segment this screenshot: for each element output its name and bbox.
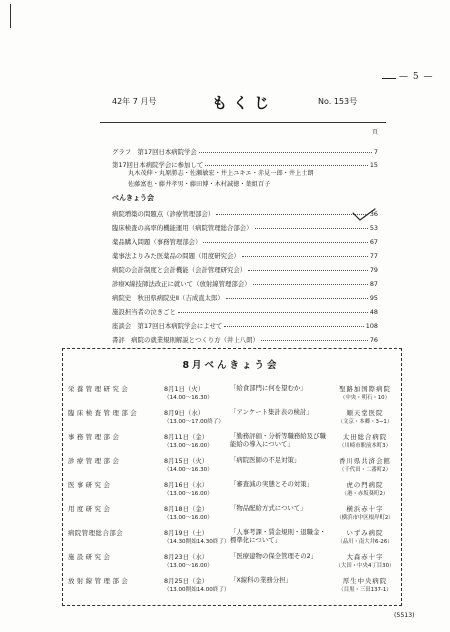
toc-entry-title: 薬品購入問題（事務管理部会）	[112, 237, 202, 246]
meeting-address: （中央・明石・10）	[340, 395, 390, 401]
meeting-topic: 「勤務評価・分析等職務給及び職能給の導入について」	[230, 432, 326, 448]
meeting-venue: いずみ病院	[346, 529, 384, 537]
toc-entry-title: 病院史 秋田県病院史Ⅱ（吉成直太郎）	[112, 293, 224, 302]
toc-entry[interactable]	[112, 158, 378, 168]
toc-authors-line: 丸木茂伸・丸原勝志・佐瀬敏宏・井上ユキエ・赤見一郎・井上士朗	[128, 170, 314, 177]
toc-entry-title: 診療X線技師法改正に就いて（放射線管理部会）	[112, 279, 251, 288]
leader-dots	[248, 269, 368, 271]
meeting-date: 8月1日（火）	[164, 385, 205, 393]
meeting-topic: 「医療建物の保全管理その2」	[230, 552, 318, 560]
meeting-name: 栄養管理研究会	[68, 385, 131, 393]
meeting-name: 医事研究会	[68, 481, 113, 489]
leader-dots	[226, 297, 368, 299]
meeting-venue: 虎の門病院	[346, 481, 384, 489]
leader-dots	[199, 151, 372, 153]
page-column-heading: 頁	[372, 129, 379, 136]
schedule-row	[68, 406, 394, 430]
meeting-name: 施設研究会	[68, 553, 113, 561]
leader-dots	[205, 164, 368, 166]
meeting-address: （品川・南大井6-26）	[337, 539, 393, 545]
meeting-date: 8月11日（金）	[164, 433, 209, 441]
meeting-topic: 「審査減の実態とその対策」	[230, 480, 314, 488]
toc-entry[interactable]	[112, 221, 378, 231]
meeting-time: （13.00〜16.00）	[164, 491, 213, 497]
meeting-topic: 「病院医師の不足対策」	[230, 456, 301, 464]
meeting-date: 8月19日（土）	[164, 529, 209, 537]
meeting-address: （目黒・三田137-1）	[338, 587, 392, 593]
toc-entry-page: 67	[369, 237, 378, 246]
toc-entry-page: 79	[369, 265, 378, 274]
meeting-venue: 香川県共済会館	[339, 457, 391, 465]
issue-date: 42年 7 月号	[112, 97, 157, 106]
toc-entry-page: 108	[365, 321, 378, 330]
toc-entry-page: 7	[373, 147, 378, 156]
meeting-topic: 「人事考課・賃金規則・退職金・標準化について」	[230, 528, 326, 544]
schedule-row	[68, 550, 394, 574]
meeting-topic: 「アンケート集計表の検討」	[230, 408, 313, 416]
page-code: (5513)	[394, 612, 415, 619]
meeting-date: 8月25日（金）	[164, 577, 209, 585]
margin-rule	[10, 4, 11, 28]
meeting-time: （14.00〜16.30）	[164, 467, 213, 473]
meeting-venue: 大森赤十字	[346, 553, 384, 561]
leader-dots	[216, 213, 368, 215]
toc-entry[interactable]	[112, 319, 378, 329]
toc-entry-page: 48	[369, 307, 378, 316]
leader-dots	[253, 283, 368, 285]
toc-entry-page: 77	[369, 251, 378, 260]
toc-entry[interactable]	[112, 305, 378, 315]
toc-entry-title: 施設担当者の泣きごと	[112, 307, 176, 316]
meeting-name: 臨床検査管理部会	[68, 409, 140, 417]
schedule-row	[68, 574, 394, 598]
schedule-row	[68, 502, 394, 526]
toc-authors-line: 佐藤富也・藤井孝男・藤田博・木村誠徳・葉組百子	[128, 181, 271, 188]
meeting-topic: 「給食部門に何を望むか」	[230, 384, 307, 392]
toc-entry[interactable]	[112, 145, 378, 155]
meeting-name: 病院管理総合部会	[68, 529, 124, 537]
issue-number: No. 153号	[318, 97, 358, 106]
toc-entry-title: 臨床検査の高率的機能運用（病院管理総合部会）	[112, 223, 253, 232]
toc-entry-title: グラフ 第17回日本病院学会	[112, 147, 197, 156]
schedule-row	[68, 526, 394, 550]
schedule-row	[68, 382, 394, 406]
meeting-time: （14.30開始14.30終了）	[164, 539, 230, 545]
toc-entry-page: 95	[369, 293, 378, 302]
toc-entry-page: 76	[369, 335, 378, 344]
schedule-row	[68, 430, 394, 454]
meeting-time: （13.00開始14.00終了）	[164, 587, 230, 593]
meeting-date: 8月16日（水）	[164, 481, 209, 489]
meeting-time: （13.00〜16.00）	[164, 515, 213, 521]
meeting-date: 8月9日（水）	[164, 409, 205, 417]
meeting-venue: 順天堂医院	[346, 409, 384, 417]
meeting-time: （13.00〜16.00）	[164, 443, 213, 449]
toc-entry[interactable]	[112, 249, 378, 259]
toc-entry-title: 病院増築の問題点（診療管理部会）	[112, 209, 215, 218]
meeting-time: （13.00〜17.00終了）	[164, 419, 224, 425]
toc-entry[interactable]	[112, 333, 378, 343]
toc-entry[interactable]	[112, 235, 378, 245]
schedule-row	[68, 454, 394, 478]
toc-entry[interactable]	[112, 277, 378, 287]
toc-entry-title: 書評 病院の就業規則解説とつくり方（井上八朗）	[112, 335, 259, 344]
toc-entry-title: 第17回日本病院学会に参加して	[112, 160, 204, 169]
meeting-address: （川崎市駅前本町3）	[339, 443, 391, 449]
toc-entry[interactable]	[112, 263, 378, 273]
meeting-topic: 「X線科の業務分担」	[230, 576, 292, 584]
toc-entry[interactable]	[112, 291, 378, 301]
toc-entry-page: 15	[369, 160, 378, 169]
meeting-address: （千代田・二番町2）	[339, 467, 391, 473]
meeting-name: 用度研究会	[68, 505, 113, 513]
meeting-venue: 聖路加国際病院	[339, 385, 391, 393]
leader-dots	[203, 241, 367, 243]
leader-dots	[255, 227, 368, 229]
page-title: もくじ	[212, 94, 276, 112]
meeting-name: 事務管理部会	[68, 433, 122, 441]
toc-entry-title: 病院の会計制度と会計機能（会計管理研究会）	[112, 265, 247, 274]
toc-entry-page: 87	[369, 279, 378, 288]
toc-entry-page: 36	[369, 209, 378, 218]
toc-entry-title: 座談会 第17回日本病院学会によせて	[112, 321, 223, 330]
meeting-name: 診療管理部会	[68, 457, 122, 465]
schedule-row	[68, 478, 394, 502]
meeting-address: （横浜市中区根岸町2）	[336, 515, 394, 521]
leader-dots	[261, 339, 368, 341]
meeting-time: （13.00〜16.00）	[164, 563, 213, 569]
leader-dots	[178, 311, 368, 313]
header-rule	[100, 122, 386, 123]
page-number: — 5 —	[396, 72, 436, 82]
schedule-title: 8月べんきょう会	[182, 360, 280, 371]
handwritten-checkmark-icon	[352, 208, 376, 222]
toc-entry-page: 53	[369, 223, 378, 232]
meeting-venue: 厚生中央病院	[342, 577, 388, 585]
toc-entry[interactable]	[112, 207, 378, 217]
meeting-name: 放射線管理部会	[68, 577, 131, 585]
leader-dots	[224, 325, 363, 327]
meeting-date: 8月15日（火）	[164, 457, 209, 465]
meeting-address: （港・赤坂葵町2）	[341, 491, 389, 497]
meeting-venue: 横浜赤十字	[346, 505, 384, 513]
leader-dots	[242, 255, 368, 257]
meeting-venue: 太田総合病院	[342, 433, 388, 441]
toc-entry-title: 薬事法よりみた医薬品の問題（用度研究会）	[112, 251, 240, 260]
meeting-address: （文京・本郷・3−1）	[337, 419, 393, 425]
meeting-time: （14.00〜16.30）	[164, 395, 213, 401]
section-heading: べんきょう会	[112, 194, 154, 202]
meeting-date: 8月23日（水）	[164, 553, 209, 561]
meeting-topic: 「物品配給方式について」	[230, 504, 307, 512]
meeting-date: 8月18日（金）	[164, 505, 209, 513]
meeting-address: （大田・中央4丁目30）	[335, 563, 395, 569]
